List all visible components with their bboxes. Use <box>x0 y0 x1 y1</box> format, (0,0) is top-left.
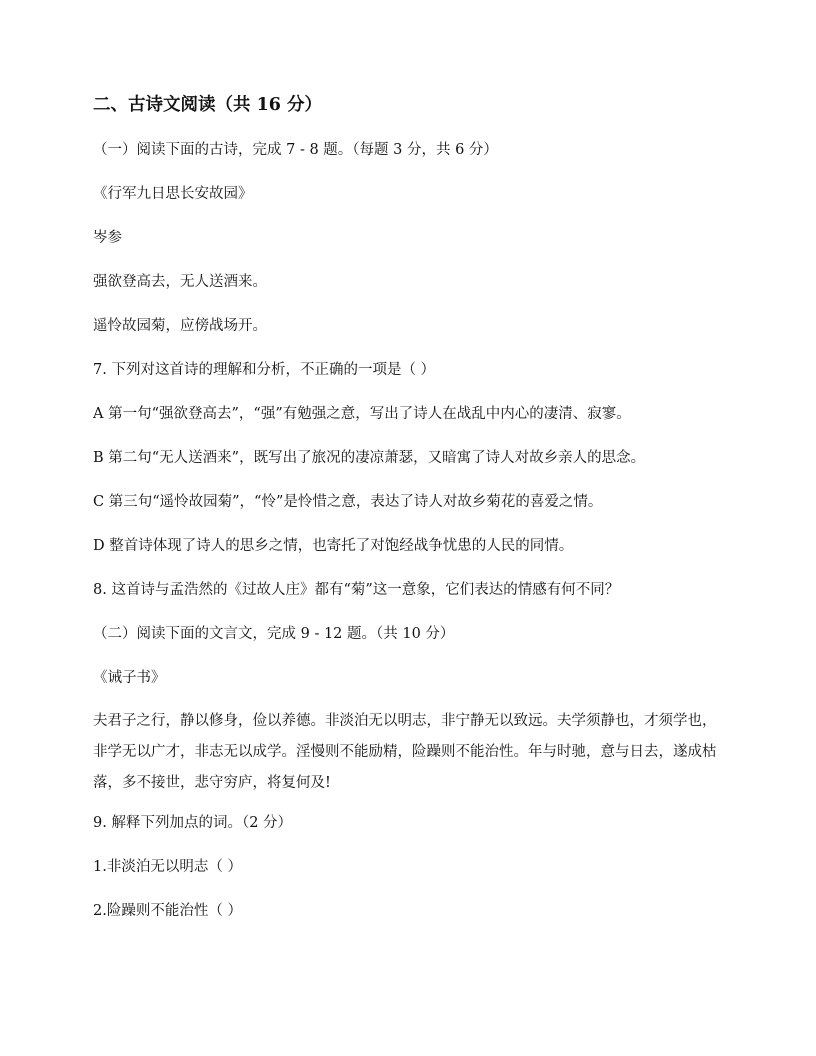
question-7-option-d: D 整首诗体现了诗人的思乡之情，也寄托了对饱经战争忧患的人民的同情。 <box>93 538 574 554</box>
section-heading: 二、古诗文阅读（共 16 分） <box>93 95 323 115</box>
question-7: 7. 下列对这首诗的理解和分析，不正确的一项是（ ） <box>93 362 436 378</box>
question-7-option-b: B 第二句“无人送酒来”，既写出了旅况的凄凉萧瑟，又暗寓了诗人对故乡亲人的思念。 <box>93 450 646 466</box>
question-7-option-a: A 第一句“强欲登高去”，“强”有勉强之意，写出了诗人在战乱中内心的凄清、寂寥。 <box>93 406 631 422</box>
question-8: 8. 这首诗与孟浩然的《过故人庄》都有“菊”这一意象，它们表达的情感有何不同？ <box>93 582 620 598</box>
poem-line-1: 强欲登高去，无人送酒来。 <box>93 274 267 290</box>
question-9-item-2: 2.险躁则不能治性（ ） <box>93 903 242 919</box>
prose-text: 夫君子之行，静以修身，俭以养德。非淡泊无以明志，非宁静无以致远。夫学须静也，才须学也，非学无以广才，非志无以成学。淫慢则不能励精，险躁则不能治性。年与时驰，意与日去，遂成枯落，多不接世，悲守穷庐，将复何及! <box>93 713 717 791</box>
prose-title: 《诫子书》 <box>93 670 166 686</box>
document-page <box>93 92 725 943</box>
poem-author: 岑参 <box>93 230 122 246</box>
poem-title: 《行军九日思长安故园》 <box>93 186 253 202</box>
question-7-option-c: C 第三句“遥怜故园菊”，“怜”是怜惜之意，表达了诗人对故乡菊花的喜爱之情。 <box>93 494 603 510</box>
poem-line-2: 遥怜故园菊，应傍战场开。 <box>93 318 267 334</box>
question-9: 9. 解释下列加点的词。（2 分） <box>93 815 293 831</box>
question-9-item-1: 1.非淡泊无以明志（ ） <box>93 859 242 875</box>
part2-intro: （二）阅读下面的文言文，完成 9 - 12 题。（共 10 分） <box>93 626 455 642</box>
part1-intro: （一）阅读下面的古诗，完成 7 - 8 题。（每题 3 分，共 6 分） <box>93 142 498 158</box>
